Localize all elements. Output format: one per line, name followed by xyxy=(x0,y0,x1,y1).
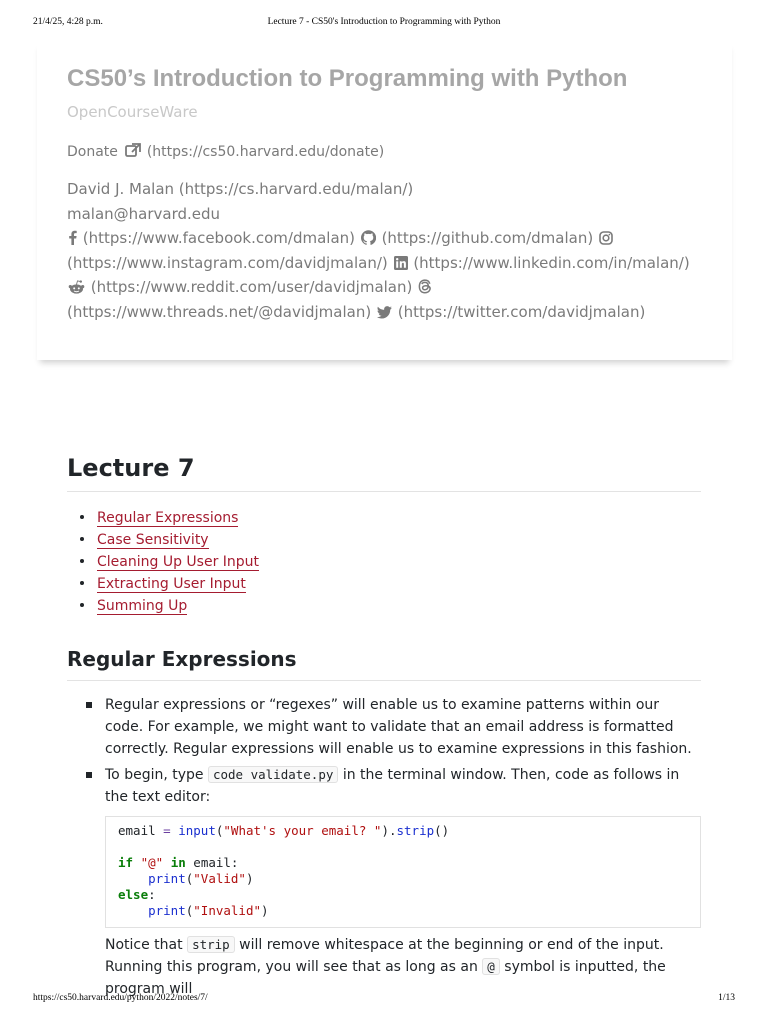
social-line-2 xyxy=(67,251,712,276)
toc-link-summing-up[interactable]: Summing Up xyxy=(97,598,188,614)
code-token: print xyxy=(148,871,186,886)
code-token: ( xyxy=(215,823,224,838)
donate-url[interactable]: (https://cs50.harvard.edu/donate) xyxy=(146,144,385,160)
code-token: if xyxy=(118,855,134,870)
bullet-item xyxy=(85,764,701,808)
code-token: "@" xyxy=(133,855,171,870)
code-line: print("Invalid") xyxy=(148,903,269,918)
toc-link-case-sensitivity[interactable]: Case Sensitivity xyxy=(97,532,209,548)
print-date: 21/4/25, 4:28 p.m. xyxy=(33,17,103,27)
facebook-link[interactable]: (https://www.facebook.com/dmalan) xyxy=(82,229,356,247)
code-token: strip xyxy=(396,823,435,838)
toc-item xyxy=(80,507,259,529)
para-text: symbol is inputted, the program will xyxy=(105,959,666,997)
code-line xyxy=(118,855,688,871)
para-text: Notice that xyxy=(105,937,188,953)
code-token: ). xyxy=(381,823,397,838)
section-bullets xyxy=(85,694,701,808)
code-token: "Invalid" xyxy=(193,903,262,918)
linkedin-icon[interactable] xyxy=(394,256,408,270)
print-url: https://cs50.harvard.edu/python/2022/notes/7/ xyxy=(33,993,208,1003)
code-token: else xyxy=(118,887,149,902)
site-title[interactable]: CS50’s Introduction to Programming with Python xyxy=(67,65,628,92)
inline-code: code validate.py xyxy=(208,766,338,783)
code-token: "Valid" xyxy=(193,871,246,886)
para-text: will remove whitespace at the beginning or end of the input. Running this program, you will see that as long as an xyxy=(105,937,664,975)
threads-icon[interactable] xyxy=(418,279,431,294)
reddit-link[interactable]: (https://www.reddit.com/user/davidjmalan) xyxy=(90,278,413,296)
facebook-icon[interactable] xyxy=(68,230,77,245)
section-heading: Regular Expressions xyxy=(67,647,297,671)
code-line-blank xyxy=(118,839,688,855)
code-line xyxy=(118,887,688,903)
toc-item xyxy=(80,595,259,617)
code-token: : xyxy=(148,887,156,902)
toc-item xyxy=(80,573,259,595)
inline-code: strip xyxy=(187,936,235,953)
reddit-icon[interactable] xyxy=(68,280,85,294)
print-footer xyxy=(33,993,735,1007)
code-line xyxy=(118,823,688,839)
external-link-icon xyxy=(125,143,141,158)
bullet-marker xyxy=(86,702,92,708)
code-token: "What's your email? " xyxy=(223,823,382,838)
linkedin-link[interactable]: (https://www.linkedin.com/in/malan/) xyxy=(413,253,690,272)
toc-item xyxy=(80,529,259,551)
author-name[interactable]: David J. Malan (https://cs.harvard.edu/malan/) xyxy=(67,180,414,198)
author-block xyxy=(67,177,712,324)
section-divider xyxy=(67,680,701,681)
code-token: email xyxy=(118,823,156,838)
toc-item xyxy=(80,551,259,573)
table-of-contents xyxy=(80,507,259,617)
github-link[interactable]: (https://github.com/dmalan) xyxy=(381,229,594,247)
lecture-title: Lecture 7 xyxy=(67,454,195,482)
explanation-paragraph xyxy=(105,934,701,1000)
threads-link[interactable]: (https://www.threads.net/@davidjmalan) xyxy=(67,302,372,321)
print-page-number: 1/13 xyxy=(718,993,735,1003)
bullet-text-pre: To begin, type xyxy=(105,767,208,783)
bullet-marker xyxy=(86,772,92,778)
author-email[interactable]: malan@harvard.edu xyxy=(67,204,221,223)
donate-label[interactable]: Donate xyxy=(67,144,118,160)
code-token: email: xyxy=(185,855,239,870)
inline-code: @ xyxy=(482,958,500,975)
twitter-link[interactable]: (https://twitter.com/davidjmalan) xyxy=(397,302,646,321)
code-token: in xyxy=(170,855,186,870)
heading-divider xyxy=(67,491,701,492)
toc-link-regular-expressions[interactable]: Regular Expressions xyxy=(97,510,239,526)
code-line: print("Valid") xyxy=(148,871,254,886)
print-title: Lecture 7 - CS50's Introduction to Programming with Python xyxy=(267,17,501,27)
ocw-label: OpenCourseWare xyxy=(67,103,198,121)
social-line-3 xyxy=(67,275,712,300)
code-token: print xyxy=(148,903,186,918)
social-line-1 xyxy=(67,226,712,251)
twitter-icon[interactable] xyxy=(377,306,392,319)
github-icon[interactable] xyxy=(361,230,376,245)
bullet-text-post: in the terminal window. Then, code as follows in the text editor: xyxy=(105,767,680,805)
donate-link[interactable] xyxy=(67,142,712,162)
site-header-card xyxy=(37,40,732,360)
toc-link-cleaning-up-user-input[interactable]: Cleaning Up User Input xyxy=(97,554,260,570)
print-header xyxy=(33,17,735,31)
instagram-link[interactable]: (https://www.instagram.com/davidjmalan/) xyxy=(67,253,388,272)
code-token: = xyxy=(155,823,179,838)
code-token: () xyxy=(434,823,450,838)
social-line-4 xyxy=(67,300,712,325)
code-token: input xyxy=(178,823,216,838)
bullet-item xyxy=(85,694,701,760)
instagram-icon[interactable] xyxy=(599,231,613,245)
bullet-text: Regular expressions or “regexes” will enable us to examine patterns within our code. For example, we might want to validate that an email address is formatted correctly. Regular expressions will enable us to examine expressions in this fashion. xyxy=(105,697,692,757)
code-block[interactable] xyxy=(105,816,701,928)
toc-link-extracting-user-input[interactable]: Extracting User Input xyxy=(97,576,246,592)
